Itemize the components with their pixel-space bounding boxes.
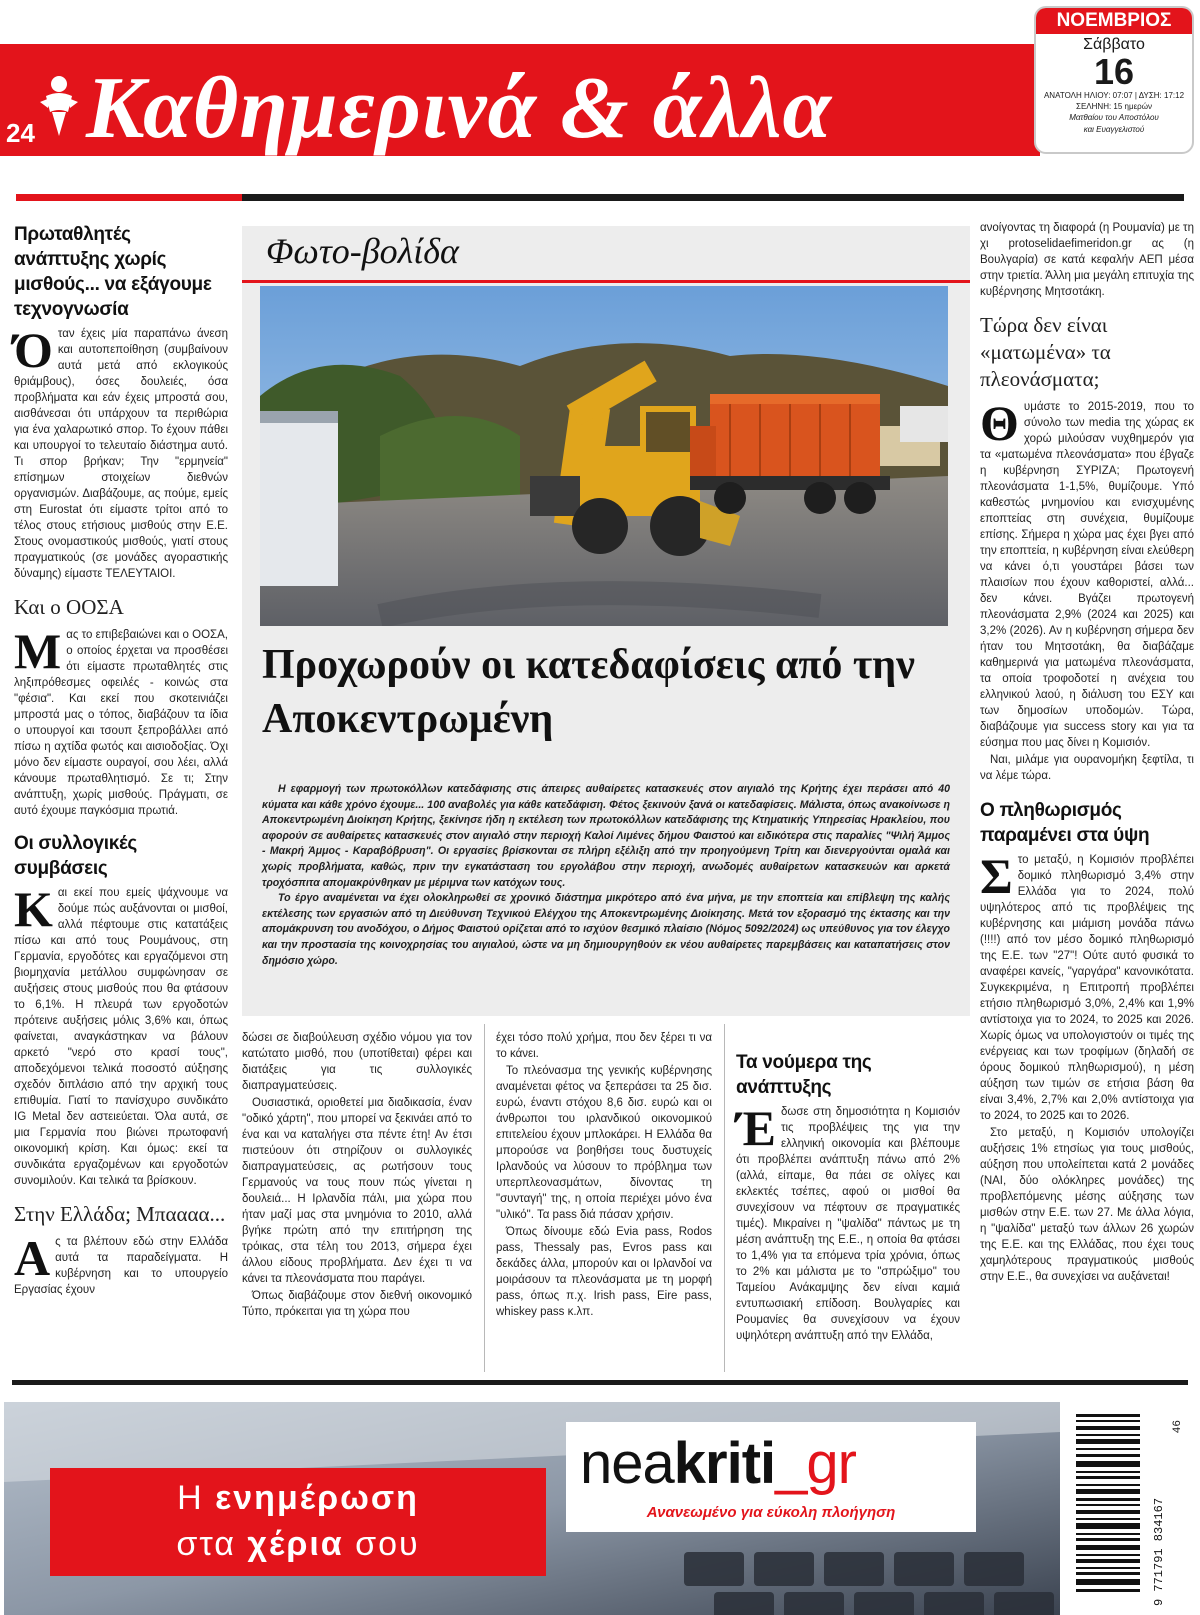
- dropcap: Κ: [14, 881, 53, 937]
- right-paragraph-3: [980, 848, 1194, 1124]
- date-weekday: Σάββατο: [1083, 36, 1145, 53]
- ad-slogan-part: χέρια: [247, 1525, 344, 1563]
- advertisement[interactable]: [4, 1402, 1060, 1615]
- date-saint-line-1: Ματθαίου του Αποστόλου: [1069, 113, 1159, 122]
- left-column: [14, 222, 228, 1299]
- ad-slogan-part: ενημέρωση: [215, 1479, 419, 1517]
- column-3-paragraph-3: Όπως δίνουμε εδώ Evia pass, Rodos pass, Thessaly pas, Evros pass και δεκάδες άλλα, μπορούν και οι Ιρλανδοί να μοιράσουν τα πλεονάσματα με τη μορφή pass, όπως π.χ. Irish pass, Eire pass, whiskey pass κ.λπ.: [496, 1226, 712, 1318]
- left-paragraph-2-text: ας το επιβεβαιώνει και ο ΟΟΣΑ, ο οποίος έρχεται να προσθέσει ότι είμαστε πρωταθλητές στις ληξιπρόθεσμες οφειλές - κοινώς στα "φέσια". Και εκεί που σκοτεινιάζει μπροστά μας ο τόπος, διαβάζουν τα ίδια ο υπουργοί και τσουπ ξεπροβάλλει από πίσω η αχτίδα φωτός και αισιοδοξίας. Όχι μόνο δεν είμαστε ουραγοί, σου λέει, αλλά κάνουμε πρωταθλητισμό. Σε τι; Στην ανάπτυξη, χωρίς μισθούς. Πράγματι, σε αυτό έχουμε παγκόσμια πρωτιά.: [14, 629, 228, 817]
- left-subhead-1: Και ο ΟΟΣΑ: [14, 595, 124, 619]
- feature-label: Φωτο-βολίδα: [266, 231, 459, 271]
- ad-slogan-part: σου: [343, 1525, 420, 1563]
- column-4: [736, 1050, 960, 1345]
- left-paragraph-3: [14, 881, 228, 1189]
- date-saint-line-2: και Ευαγγελιστού: [1083, 125, 1145, 134]
- right-headline-2: Ο πληθωρισμός παραμένει στα ύψη: [980, 800, 1150, 846]
- barcode-digits: 9 771791 834167: [1152, 1497, 1166, 1606]
- feature-lead-paragraph-2: Το έργο αναμένεται να έχει ολοκληρωθεί σε χρονικό διάστημα μικρότερο από ένα μήνα, με την εποπτεία και επίβλεψη της καλής εκτέλεσης των εργασιών από τη Διεύθυνση Τεχνικού Ελέγχου της Αποκεντρωμένης Διοίκησης. Μετά τον εξορασμό της έκτασης και την απομάκρυνση του ανοδόχου, ο Δήμος Φαιστού ορίζεται από το ισχύον θεσμικό πλαίσιο (Νόμος 5092/2024) ως υπεύθυνος για τον έλεγχο και την προστασία της κοινοχρησίας του αιγιαλού, ώστε να μη δημιουργηθούν εκ νέου αυθαίρετες παρεμβάσεις και καταπατήσεις στον δημόσιο χώρο.: [262, 892, 950, 967]
- ad-brand-part: kriti: [673, 1431, 776, 1496]
- left-headline-2: Οι συλλογικές συμβάσεις: [14, 833, 137, 879]
- feature-box: [242, 226, 970, 1016]
- column-3: [496, 1030, 712, 1321]
- column-divider: [724, 1024, 725, 1372]
- column-3-paragraph-1: έχει τόσο πολύ χρήμα, που δεν ξέρει τι να το κάνει.: [496, 1032, 712, 1060]
- ad-slogan-line-2: [50, 1522, 546, 1566]
- demolition-photo: [260, 286, 948, 626]
- dropcap: Ό: [14, 322, 53, 378]
- date-day-number: 16: [1093, 51, 1135, 92]
- left-paragraph-1-text: ταν έχεις μία παραπάνω άνεση και αυτοπεποίθηση (συμβαίνουν αυτά μετά από εκλογικούς θριάμβους), όσες δουλειές, όσα προβλήματα και εάν έχεις μπροστά σου, αισθάνεσαι ότι υπάρχουν τα περιθώρια για ένα χαλαρωτικό σπορ. Το έχουν πάθει και υπουργοί το τελευταίο διάστημα αυτό. Τι σπορ βρήκαν; Την "ερμηνεία" επίσημων στοιχείων διεθνών οργανισμών. Διαβάζουμε, ας πούμε, εμείς στη Eurostat ότι είμαστε τρίτοι από το τέλος στους ετήσιους μισθούς στην Ε.Ε. Στους ονομαστικούς μισθούς, γιατί στους πραγματικούς (σε μονάδες αγοραστικής δύναμης) είμαστε ΤΕΛΕΥΤΑΙΟΙ.: [14, 328, 228, 580]
- left-paragraph-1: [14, 322, 228, 582]
- column-2: [242, 1030, 472, 1321]
- column-2-paragraph-1: δώσει σε διαβούλευση σχέδιο νόμου για τον κατώτατο μισθό, που (υποτίθεται) φέρει και διατάξεις για τις συλλογικές διαπραγματεύσεις.: [242, 1032, 472, 1092]
- dropcap: Μ: [14, 623, 62, 679]
- ad-slogan-part: Η: [177, 1479, 216, 1517]
- left-paragraph-3-text: αι εκεί που εμείς ψάχνουμε να δούμε πώς αυξάνονται οι μισθοί, αλλά πέφτουμε στις κατατάξεις πίσω και από τους Ρουμάνους, στη Γερμανία, εργοδότες και εργαζόμενοι στη βιομηχανία μετάλλου συμφώνησαν σε αυξήσεις στους μισθούς που θα φτάσουν το 6,1%. Η πλευρά των εργοδοτών πρότεινε αυξήσεις μόλις 3,6% και, όπως φαίνεται, αναγκάστηκαν να βάλουν αρκετό "νερό στο κρασί τους", αποδεχόμενοι τελικά ποσοστό αύξησης σχεδόν διπλάσιο από την αρχική τους επιθυμία. Γιατί το πανίσχυρο συνδικάτο IG Metal δεν αστειεύεται. Όλα αυτά, σε μια Γερμανία που βιώνει πρωτοφανή οικονομική κρίση. Και όμως: εκεί τα συνδικάτα εργαζομένων και εργοδοτών συνομιλούν. Και τελικά τα βρίσκουν.: [14, 887, 228, 1187]
- ad-brand-panel: [566, 1422, 976, 1532]
- dropcap: Έ: [736, 1100, 776, 1156]
- feature-headline: Προχωρούν οι κατεδαφίσεις από την Αποκεντρωμένη: [262, 642, 915, 742]
- barcode-icon: [1076, 1414, 1140, 1594]
- right-paragraph-1: [980, 395, 1194, 751]
- issue-number: 46: [1172, 1420, 1184, 1434]
- dropcap: Θ: [980, 395, 1019, 451]
- bottom-rule: [12, 1380, 1188, 1385]
- page-number: 24: [6, 118, 35, 148]
- date-box: [1034, 6, 1194, 154]
- dropcap: Α: [14, 1230, 51, 1286]
- masthead-title: Καθημερινά & άλλα: [86, 60, 833, 157]
- right-paragraph-2: Ναι, μιλάμε για ουρανομήκη ξεφτίλα, τι να λέμε τώρα.: [980, 754, 1194, 782]
- column-4-headline: Τα νούμερα της ανάπτυξης: [736, 1052, 872, 1098]
- right-paragraph-0: ανοίγοντας τη διαφορά (η Ρουμανία) με τη χι protoselidaefimeridon.gr ας (η Βουλγαρία) σε κατά κεφαλήν ΑΕΠ μέσα στην τριετία. Άλλη μια μεγάλη επιτυχία της κυβέρνησης Μητσοτάκη.: [980, 222, 1194, 298]
- logo-icon: [38, 72, 80, 140]
- left-paragraph-2: [14, 623, 228, 819]
- feature-lead: [262, 782, 950, 969]
- column-3-paragraph-2: Το πλεόνασμα της γενικής κυβέρνησης αναμένεται φέτος να ξεπεράσει τα 25 δισ. ευρώ, έναντι στόχου 8,6 δισ. ευρώ και οι άνθρωποι του ιρλανδικού οικονομικού επιτελείου έχουν μπλοκάρει. Η Ελλάδα θα μπορούσε να βοηθήσει τους δυστυχείς Ιρλανδούς να λύσουν το πρόβλημα των υπερπλεονασμάτων, δίνοντας τη "συνταγή" της, η οποία περιέχει μόνο ένα "υλικό". Τα pass διά πάσαν χρήσιν.: [496, 1065, 712, 1221]
- column-4-paragraph-1-text: δωσε στη δημοσιότητα η Κομισιόν τις προβλέψεις της για την ελληνική οικονομία και βλέπουμε ότι προβλέπει ανάπτυξη πάνω από 2% (αλλά, είπαμε, θα πάει σε ολίγες και εκλεκτές τσέπες, αφού οι μισθοί θα συνεχίσουν να πέφτουν σε πραγματικές τιμές). Μικραίνει η "ψαλίδα" πάντως με τη μέση ανάπτυξη της Ε.Ε., η οποία θα φτάσει το 1,4% για τα επόμενα τρία χρόνια, όπως το 2% και μάλιστα με το "σπρώξιμο" του Ταμείου Ανάκαμψης δεν είναι καμιά εντυπωσιακή επίδοση. Βουλγαρίες και Ρουμανίες θα συνεχίσουν να έχουν υψηλότερη ανάπτυξη από την Ελλάδα,: [736, 1106, 960, 1342]
- ad-brand-part: _gr: [775, 1431, 856, 1496]
- ad-brand-part: nea: [580, 1431, 674, 1496]
- ad-tagline: Ανανεωμένο για εύκολη πλοήγηση: [646, 1504, 896, 1521]
- ad-brand-logo: [580, 1432, 856, 1496]
- right-paragraph-1-text: υμάστε το 2015-2019, που το σύνολο των media της χώρας εκ χορώ μιλούσαν νυχθημερόν για τα «ματωμένα πλεονάσματα» που έβγαζε η κυβέρνηση ΣΥΡΙΖΑ; Πρωτογενή πλεονάσματα 1-1,5%, θυμίζουμε. Υπό καθεστώς μνημονίου και ενισχυμένης εποπτείας στη συνέχεια, θυμίζουμε επίσης. Σήμερα η χώρα μας έχει βγει από την εποπτεία, η κυβέρνηση είναι ελεύθερη να κάνει ό,τι γουστάρει βάσει των πλαισίων που έχουν καθοριστεί, αλλά... δεν κάνει. Βγάζει πρωτογενή πλεονάσματα 2,9% (2024 και 2025) και 3,2% (2026). Αν η κυβέρνηση σήμερα δεν ήταν του Μητσοτάκη, θα διαβάζαμε καθημερινά για ματωμένα πλεονάσματα, τα οποία τροφοδοτεί η ανέχεια του ελληνικού λαού, η διάλυση του ΕΣΥ και των δημοσίων υποδομών. Τώρα, διαβάζουμε για success story και για τα εύσημα που μας δίνει η Κομισιόν.: [980, 401, 1194, 749]
- date-month: ΝΟΕΜΒΡΙΟΣ: [1036, 8, 1192, 34]
- left-paragraph-4: [14, 1230, 228, 1298]
- feature-rule: [242, 280, 970, 283]
- column-divider: [484, 1024, 485, 1372]
- left-subhead-2: Στην Ελλάδα; Μπαααα...: [14, 1202, 226, 1226]
- ad-red-panel: [50, 1468, 546, 1576]
- section-rule-accent: [16, 194, 242, 201]
- barcode-panel: [1062, 1410, 1196, 1615]
- column-2-paragraph-3: Όπως διαβάζουμε στον διεθνή οικονομικό Τύπο, πρόκειται για τη χώρα που: [242, 1290, 472, 1318]
- dropcap: Σ: [980, 848, 1013, 904]
- column-4-paragraph-1: [736, 1100, 960, 1344]
- right-paragraph-4: Στο μεταξύ, η Κομισιόν υπολογίζει αυξήσεις 1% ετησίως για τους μισθούς, αύξηση που υπολείπεται κατά 2 μονάδες (ΝΑΙ, δύο ολόκληρες μονάδες) της προβλεπόμενης μέσης αύξησης των μισθών στην Ε.Ε. των 27. Με άλλα λόγια, η "ψαλίδα" μεταξύ των άλλων 26 χωρών της Ε.Ε. και της Ελλάδας, που έχει τους χαμηλότερους πραγματικούς μισθούς στην Ε.Ε., θα συνεχίσει να αυξάνεται!: [980, 1127, 1194, 1283]
- date-sun-times: ΑΝΑΤΟΛΗ ΗΛΙΟΥ: 07:07 | ΔΥΣΗ: 17:12: [1043, 91, 1185, 100]
- ad-slogan-part: στα: [176, 1525, 248, 1563]
- right-subhead-1: Τώρα δεν είναι «ματωμένα» τα πλεονάσματα;: [980, 313, 1111, 391]
- left-headline-1: Πρωταθλητές ανάπτυξης χωρίς μισθούς... να εξάγουμε τεχνογνωσία: [14, 224, 212, 320]
- column-2-paragraph-2: Ουσιαστικά, οριοθετεί μια διαδικασία, έναν "οδικό χάρτη", που μπορεί να ξεκινάει από το ένα και να καταλήγει στα πέντε έτη! Αν έτσι πιστεύουν ότι στηρίζουν οι συλλογικές διαπραγματεύσεις, ας ρωτήσουν τους Γερμανούς να τους πουν πώς γίνεται η δουλειά... Η Ιρλανδία πάλι, μια χώρα που ήταν μαζί μας στα μνημόνια το 2010, αλλά βγήκε πρώτη από την επιτήρηση της τρόικας, στα τέλη του 2013, σήμερα έχει άλλου είδους προβλήματα. Δεν έχει τι να κάνει τα πλεονάσματα που παράγει.: [242, 1097, 472, 1285]
- right-paragraph-3-text: το μεταξύ, η Κομισιόν προβλέπει δομικό πληθωρισμό 3,4% στην Ελλάδα για το 2024, πολύ υψηλότερος από τις προβλέψεις της κυβέρνησης και μιάμιση μονάδα πάνω (!!!!) από τον μέσο δομικό πληθωρισμό της Ε.Ε. των "27"! Ούτε αυτό φυσικά το αναφέρει κανείς, "γαργάρα" κανονικότατα. Συγκεκριμένα, η Επιτροπή προβλέπει ετήσιο πληθωρισμό 3,0%, 2,4% και 1,9% αντίστοιχα για το 2024, το 2025 και 2026. Χωρίς όμως να υπολογιστούν οι τιμές της ενέργειας και των τροφίμων (δηλαδή σε όρους δομικού πληθωρισμού), η μέση αύξηση των τιμών σε ετήσια βάση θα είναι 3,4%, 2,7% και 2,0% αντίστοιχα για το 2024, το 2025 και το 2026.: [980, 854, 1194, 1122]
- feature-lead-paragraph-1: Η εφαρμογή των πρωτοκόλλων κατεδάφισης στις άπειρες αυθαίρετες κατασκευές στον αιγιαλό της Κρήτης έχει περάσει από 40 κύματα και κάθε χρόνο έχουμε... 100 αναβολές για κάθε κατεδάφιση. Φέτος ξεκινούν ξανά οι κατεδαφίσεις. Μάλιστα, όπως ανακοίνωσε η Αποκεντρωμένη Διοίκηση Κρήτης, ξεκίνησε ήδη η εκτέλεση των πρωτοκόλλων κατεδάφισης της Κτηματικής Υπηρεσίας Ηρακλείου, που αφορούν σε αυθαίρετες κατασκευές στον αιγιαλό στην περιοχή Καλοί Λιμένες δήμου Φαιστού και ειδικότερα στις παραλίες "Ψιλή Άμμος - Μακρή Άμμος - Καραβόβρυση". Οι εργασίες βρίσκονται σε πλήρη εξέλιξη από την προηγούμενη Τρίτη και διενεργούνται ομαλά και χωρίς προβλήματα, καθώς, πριν την εγκατάσταση του εργολάβου στην περιοχή, ανωδομές αυθαίρετων κατασκευών και αρκετά τροχόσπιτα απομακρύνθηκαν με μέριμνα των κατόχων τους.: [262, 783, 950, 889]
- date-moon: ΣΕΛΗΝΗ: 15 ημερών: [1076, 102, 1152, 111]
- left-paragraph-4-text: ς τα βλέπουν εδώ στην Ελλάδα αυτά τα παραδείγματα. Η κυβέρνηση και το υπουργείο Εργασίας έχουν: [14, 1236, 228, 1296]
- ad-slogan-line-1: [50, 1476, 546, 1520]
- right-column: [980, 220, 1194, 1286]
